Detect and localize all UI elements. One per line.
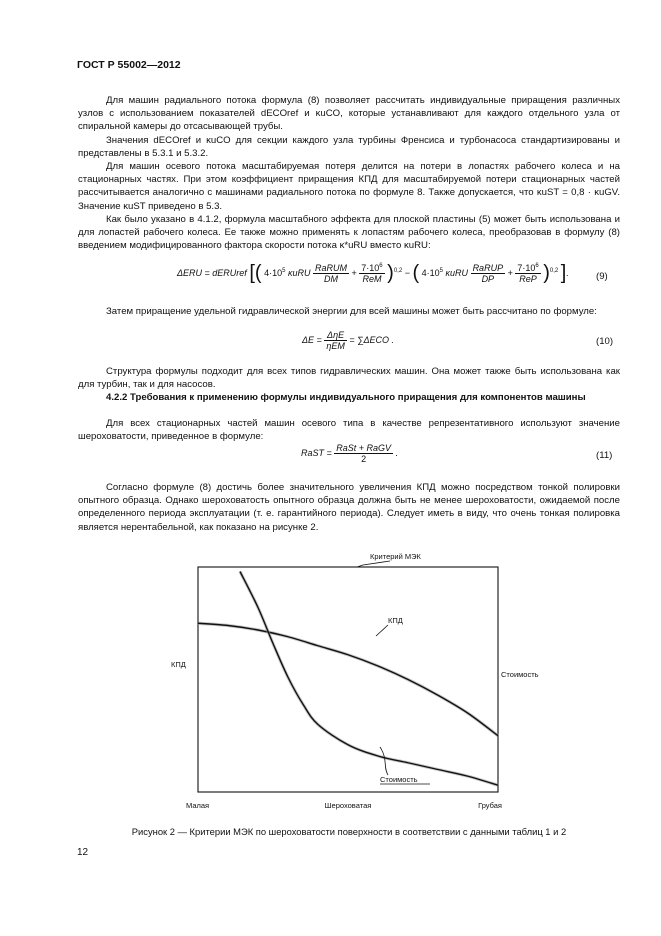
annotation-cost: Стоимость	[380, 775, 418, 784]
annotation-kpd-leader	[376, 625, 388, 636]
formula-9-pow1: 0,2	[393, 267, 403, 274]
formula-10-den: ηEM	[326, 341, 345, 351]
formula-10-rhs: = ∑ΔECO .	[349, 334, 395, 345]
series-shadow-1	[198, 623, 498, 736]
equation-number-11: (11)	[596, 450, 613, 461]
formula-9-frac2-num: 7·10	[361, 263, 380, 273]
formula-9-frac4-den: ReP	[519, 274, 537, 284]
paragraph-8: Согласно формуле (8) достичь более значительного увеличения КПД можно посредством тонкой полировки опытного образца. Однако шероховатость опытного образца должна быть не менее шероховатости, ожидаемой после определенного периода эксплуатации (т. е. гарантийного периода). Следует иметь в виду, что очень тонкая полировка является нерентабельной, как показано на рисунке 2.	[78, 482, 620, 533]
formula-9-frac2-exp: 6	[379, 263, 383, 269]
formula-9-coef1: 4·10	[264, 267, 283, 278]
paragraph-4: Как было указано в 4.1.2, формула масштабного эффекта для плоской пластины (5) может быть использована и для лопастей рабочего колеса. Ее также можно применять к лопастям рабочего колеса, преобразовав в формулу (8) введением модифицированного фактора скорости потока κ*uRU вместо κuRU:	[78, 214, 620, 252]
equation-number-10: (10)	[596, 336, 614, 347]
paragraph-2: Значения dECOref и κuCO для секции каждого узла турбины Френсиса и турбонасоса стандартизированы и представлены в 5.3.1 и 5.3.2.	[78, 135, 620, 160]
formula-9-lhs: ΔERU = dERUref	[177, 267, 247, 278]
annotation-cost-leader	[380, 747, 388, 775]
x-tick-label-2: Шероховатая	[324, 801, 372, 810]
formula-11-den: 2	[361, 454, 367, 464]
formula-10-num: ΔηE	[324, 330, 347, 341]
page-number: 12	[77, 847, 89, 858]
formula-10	[302, 330, 394, 351]
figure-caption: Рисунок 2 — Критерии МЭК по шероховатости поверхности в соответствии с данными таблиц 1 и 2	[131, 826, 567, 837]
formula-9: ΔERU = dERUref [( $4\cdot 10^5$ κuRU $\frac{\text{RaRUM}}{DM}$ + $\frac{7\cdot 10^6}{\text{ReM}}$ )$^{0,2}$ − ( $4\cdot 10^5$ κuRU $\frac{\text{RaRUP}}{DP}$ + $\frac{7\cdot 10^6}{\text{ReP}}$ )$^{0,2}$ ].	[177, 262, 569, 284]
formula-9-frac2-den: ReM	[362, 274, 382, 284]
formula-11	[301, 443, 398, 464]
formula-9-kappa1: κuRU	[287, 267, 311, 278]
formula-9-frac3-den: DP	[481, 274, 495, 284]
figure-2-chart	[160, 545, 560, 815]
formula-10-lhs: ΔE =	[302, 334, 322, 345]
formula-9-exp1: 5	[282, 267, 286, 274]
formula-11-num: RaSt + RaGV	[336, 443, 392, 453]
paragraph-3: Для машин осевого потока масштабируемая потеря делится на потери в лопастях рабочего колеса и на стационарных частях. При этом коэффициент приращения КПД для масштабируемой потери стационарных частей рассчитывается аналогично с машинами радиального потока по формуле 8. Также допускается, что κuST = 0,8 · κuGV. Значение κuST приведено в 5.3.	[78, 161, 620, 212]
annotation-kpd: КПД	[388, 616, 403, 625]
series-line-kpd	[198, 623, 498, 736]
annotation-iec-leader	[363, 561, 390, 565]
x-tick-label-3: Грубая	[478, 801, 502, 810]
y-label-left: КПД	[171, 660, 186, 669]
paragraph-5: Затем приращение удельной гидравлической энергии для всей машины может быть рассчитано по формуле:	[106, 306, 597, 317]
paragraph-1: Для машин радиального потока формула (8) позволяет рассчитать индивидуальные приращения различных узлов с использованием показателей dECOref и κuCO, которые устанавливают для каждого отдельного узла от спиральной камеры до отсасывающей трубы.	[78, 95, 620, 133]
paragraph-6: Структура формулы подходит для всех типов гидравлических машин. Она может также быть использована как для турбин, так и для насосов.	[78, 366, 620, 391]
formula-11-lhs: RaST =	[301, 447, 332, 458]
y-label-right: Стоимость	[501, 670, 539, 679]
section-heading-4-2-2: 4.2.2 Требования к применению формулы индивидуального приращения для компонентов машины	[106, 392, 586, 403]
equation-number-9: (9)	[596, 271, 608, 282]
formula-9-frac3-num: RaRUP	[472, 263, 504, 273]
document-header: ГОСТ Р 55002—2012	[77, 59, 181, 71]
paragraph-7: Для всех стационарных частей машин осевого типа в качестве репрезентативного используют значение шероховатости, приведенное в формуле:	[78, 418, 620, 443]
series-line-cost	[240, 572, 498, 786]
formula-9-frac1-den: DM	[323, 274, 338, 284]
formula-11-end: .	[395, 447, 399, 458]
formula-9-frac1-num: RaRUM	[314, 263, 347, 273]
annotation-iec-criterion: Критерий МЭК	[370, 552, 421, 561]
chart-frame	[198, 567, 498, 792]
x-tick-label-1: Малая	[186, 801, 210, 810]
